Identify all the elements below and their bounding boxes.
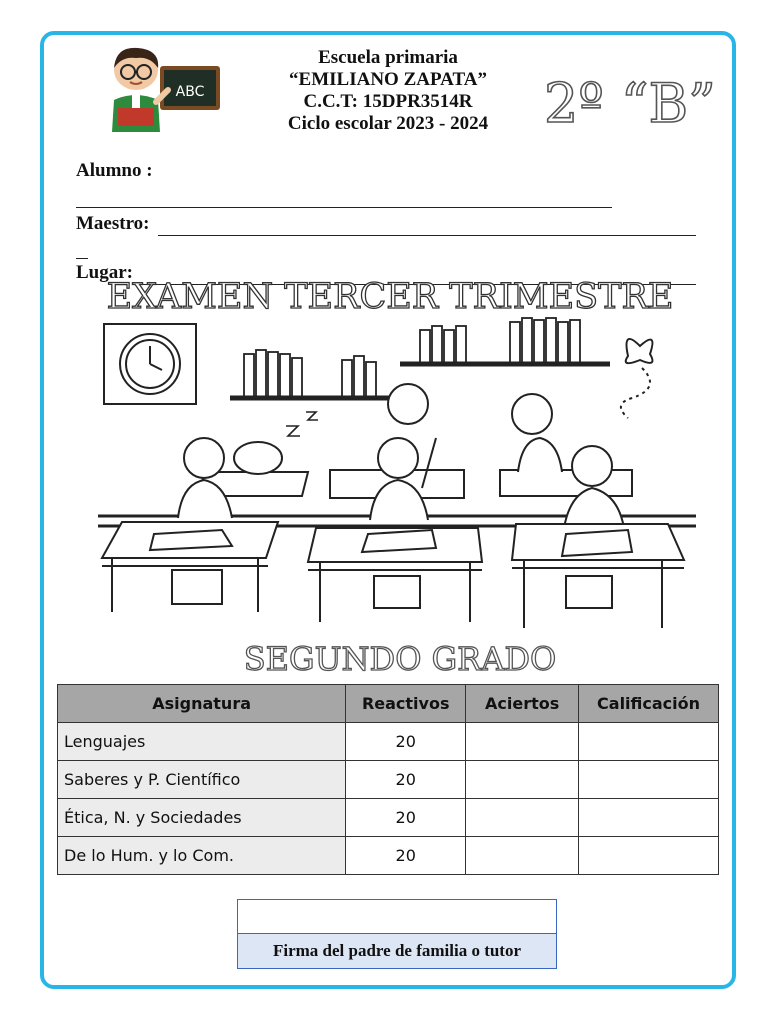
subject-cell: Lenguajes (58, 723, 346, 761)
place-label: Lugar: (76, 262, 133, 283)
student-line[interactable] (76, 207, 612, 208)
classroom-illustration (92, 308, 702, 640)
score-cell[interactable] (579, 723, 719, 761)
student-label: Alumno : (76, 160, 153, 181)
school-header (240, 47, 536, 135)
items-cell: 20 (346, 837, 466, 875)
teacher-line[interactable] (158, 235, 696, 236)
table-row (58, 761, 719, 799)
grade-banner (210, 638, 590, 678)
header-items: Reactivos (346, 685, 466, 723)
exam-title-text: EXAMEN TERCER TRIMESTRE (106, 277, 674, 317)
table-header-row (58, 685, 719, 723)
school-cct: C.C.T: 15DPR3514R (303, 91, 473, 112)
signature-label: Firma del padre de familia o tutor (238, 933, 556, 968)
school-cycle: Ciclo escolar 2023 - 2024 (287, 113, 489, 134)
score-cell[interactable] (579, 799, 719, 837)
subject-cell: De lo Hum. y lo Com. (58, 837, 346, 875)
signature-box[interactable] (237, 899, 557, 969)
score-cell[interactable] (579, 761, 719, 799)
header-subject: Asignatura (58, 685, 346, 723)
correct-cell[interactable] (466, 723, 579, 761)
items-cell: 20 (346, 723, 466, 761)
grade-banner-text: SEGUNDO GRADO (243, 640, 557, 678)
teacher-label: Maestro: (76, 213, 150, 234)
items-cell: 20 (346, 761, 466, 799)
teacher-line-extra (76, 258, 88, 259)
items-cell: 20 (346, 799, 466, 837)
table-row (58, 799, 719, 837)
header-score: Calificación (579, 685, 719, 723)
table-row (58, 723, 719, 761)
board-text: ABC (175, 84, 205, 100)
teacher-illustration (104, 44, 222, 132)
school-line: Escuela primaria (318, 47, 458, 68)
subject-cell: Ética, N. y Sociedades (58, 799, 346, 837)
school-name: “EMILIANO ZAPATA” (289, 69, 487, 90)
score-cell[interactable] (579, 837, 719, 875)
subject-cell: Saberes y P. Científico (58, 761, 346, 799)
correct-cell[interactable] (466, 761, 579, 799)
table-row (58, 837, 719, 875)
correct-cell[interactable] (466, 837, 579, 875)
correct-cell[interactable] (466, 799, 579, 837)
header-correct: Aciertos (466, 685, 579, 723)
grade-group-text: 2º “B” (544, 72, 716, 134)
grades-table (57, 684, 719, 875)
grade-group-label (540, 64, 740, 134)
